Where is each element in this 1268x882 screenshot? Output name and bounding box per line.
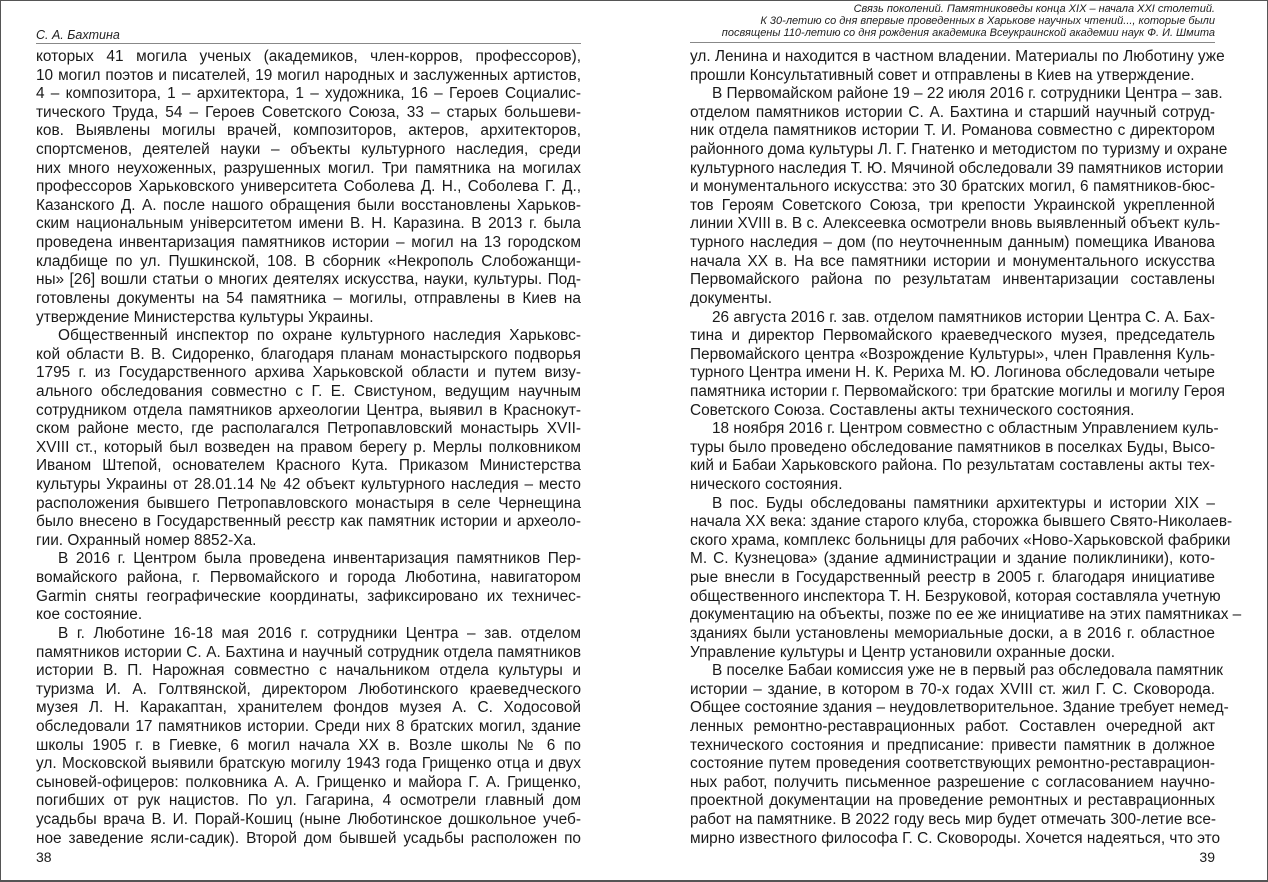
paragraph (690, 308, 1225, 421)
text-line: мирно известного философа Г. С. Сковороды. Хочется надеяться, что это (690, 829, 1221, 847)
paragraph (690, 494, 1242, 662)
text-line: Garmin сняты географические координаты, зафиксировано их техничес- (36, 587, 581, 605)
paragraph (36, 48, 581, 327)
text-line: отделом памятников истории С. А. Бахтина и старший научный сотруд- (690, 103, 1215, 121)
text-line: которых 41 могила ученых (академиков, член-корров, профессоров), (36, 48, 581, 65)
text-line: Советского Союза. Составлены акты технического состояния. (690, 401, 1135, 419)
running-head-line: К 30-летию со дня впервые проведенных в Харькове научных чтений..., которые были (760, 15, 1215, 27)
text-line: памятника истории г. Первомайского: три братские могилы и могилу Героя (690, 382, 1225, 400)
text-line: ное заведение ясли-садик). Второй дом бывшей усадьбы расположен по (36, 829, 581, 847)
text-line: истории – здание, в котором в 70-х годах XVIII ст. жил Г. С. Сковорода. (690, 680, 1215, 698)
text-line: работ на памятнике. В 2022 году весь мир будет отмечать 300-летие все- (690, 810, 1217, 828)
text-line: гии. Охранный номер 8852-Ха. (36, 531, 257, 549)
text-line: проектной документации на проведение ремонтных и реставрационных (690, 792, 1215, 810)
running-head-line: Связь поколений. Памятниковеды конца XIX – начала XXI столетий. (853, 3, 1215, 15)
paragraph (36, 327, 581, 550)
text-line: ленных ремонтно-реставрационных работ. Составлен очередной акт (690, 717, 1215, 735)
text-line: кладбище по ул. Пушкинской, 108. В сборник «Некрополь Слобожанщи- (36, 252, 581, 270)
text-line: 18 ноября 2016 г. Центром совместно с областным Управлением куль- (712, 420, 1219, 438)
text-line: Общественный инспектор по охране культурного наследия Харьковс- (58, 327, 581, 345)
text-line: Первомайского района по результатам инвентаризации составлены (690, 271, 1215, 289)
text-line: них много неухоженных, разрушенных могил. Три памятника на могилах (36, 159, 581, 177)
text-line: тов Героям Советского Союза, три крепости Украинской укрепленной (690, 196, 1215, 214)
text-line: ального обследования совместно с Г. Е. Свистуном, ведущим научным (36, 382, 581, 400)
text-line: ник отдела памятников истории Т. И. Романова совместно с директором (690, 122, 1215, 140)
header-rule (36, 43, 581, 44)
text-line: профессоров Харьковского университета Соболева Д. Н., Соболева Г. Д., (36, 178, 581, 196)
text-line: истории В. П. Нарожная совместно с начальником отдела культуры и (36, 662, 581, 680)
text-line: кое состояние. (36, 606, 143, 624)
text-line: сотрудником отдела памятников археологии Центра, выявил в Краснокут- (36, 401, 581, 419)
body-text (36, 48, 581, 848)
text-line: спортсменов, деятелей науки – объекты культурного наследия, среди (36, 141, 581, 159)
text-line: погибших от рук нацистов. По ул. Гагарина, 4 осмотрели главный дом (36, 792, 581, 810)
text-line: 10 могил поэтов и писателей, 19 могил народных и заслуженных артистов, (36, 66, 581, 84)
text-line: турного Центра имени Н. К. Рериха М. Ю. Логинова обследовали четыре (690, 364, 1215, 382)
text-line: туризма И. А. Голтвянской, директором Люботинского краеведческого (36, 680, 581, 698)
paragraph (36, 550, 581, 624)
text-line: технического состояния и предписание: привести памятник в должное (690, 736, 1215, 754)
text-line: 4 – композитора, 1 – архитектора, 1 – художника, 16 – Героев Социалис- (36, 85, 581, 103)
text-line: состояние путем проведения соответствующих ремонтно-реставрацион- (690, 755, 1215, 773)
text-line: Казанского Д. А. после нашого обращения были восстановлены Харьков- (36, 196, 581, 214)
paragraph (690, 420, 1219, 494)
text-line: 26 августа 2016 г. зав. отделом памятников истории Центра С. А. Бах- (712, 308, 1215, 326)
text-line: готовлены документы на 54 памятника – могилы, отправлены в Киев на (36, 289, 581, 307)
text-line: обследовали 17 памятников истории. Среди них 8 братских могил, здание (36, 717, 581, 735)
text-line: документацию на объекты, позже по ее же инициативе на этих памятниках – (690, 606, 1242, 624)
paragraph (690, 85, 1228, 308)
page-number: 39 (1199, 849, 1215, 865)
text-line: 1795 г. из Государственного архива Харьковской области и путем визу- (36, 364, 581, 382)
text-line: кой области В. В. Сидоренко, благодаря планам монастырского подворья (36, 345, 581, 363)
text-line: В г. Люботине 16-18 мая 2016 г. сотрудники Центра – зав. отделом (58, 624, 581, 642)
text-line: общественного инспектора Т. Н. Безруковой, которая составляла учетную (690, 587, 1221, 605)
text-line: В пос. Буды обследованы памятники архитектуры и истории XIX – (712, 494, 1215, 512)
text-line: было внесено в Государственный реєстр как памятник истории и археоло- (36, 513, 581, 531)
text-line: ским национальным університетом имени В. Н. Каразина. В 2013 г. была (36, 215, 581, 233)
text-line: расположения бывшего Петропавловского монастыря в селе Чернещина (36, 494, 581, 512)
text-line: вомайского района, г. Первомайского и города Люботина, навигатором (36, 569, 581, 587)
text-line: Иваном Штепой, основателем Красного Кута. Приказом Министерства (36, 457, 581, 475)
text-line: утверждение Министерства культуры Украины. (36, 308, 374, 326)
header-rule (690, 42, 1215, 43)
text-line: В 2016 г. Центром была проведена инвентаризация памятников Пер- (58, 550, 581, 568)
text-line: рые внесли в Государственный реестр в 2005 г. благодаря инициативе (690, 569, 1215, 587)
text-line: нического состояния. (690, 476, 843, 494)
text-line: районного дома культуры Л. Г. Гнатенко и методистом по туризму и охране (690, 141, 1228, 159)
text-line: Первомайского центра «Возрождение Культуры», член Правлення Куль- (690, 345, 1215, 363)
running-head-title (690, 3, 1215, 39)
text-line: Общее состояние здания – неудовлетворительное. Здание требует немед- (690, 699, 1229, 717)
text-line: В поселке Бабаи комиссия уже не в первый раз обследовала памятник (712, 662, 1224, 680)
text-line: тина и директор Первомайского краеведческого музея, председатель (690, 327, 1215, 345)
text-line: начала XX века: здание старого клуба, сторожка бывшего Свято-Николаев- (690, 513, 1233, 531)
body-text (690, 48, 1242, 848)
text-line: проведена инвентаризация памятников истории – могил на 13 городском (36, 234, 581, 252)
paragraph (690, 48, 1225, 85)
text-line: ского храма, комплекс больницы для рабочих «Ново-Харьковской фабрики (690, 531, 1231, 549)
text-line: начала XX в. На все памятники истории и монументального искусства (690, 252, 1215, 270)
text-line: турного наследия – дом (по неуточненным данным) помещика Иванова (690, 234, 1215, 252)
paragraph (690, 662, 1229, 848)
text-line: прошли Консультативный совет и отправлены в Киев на утверждение. (690, 66, 1195, 84)
text-line: усадьбы врача В. И. Порай-Кошиц (ныне Люботинское дошкольное учеб- (36, 810, 581, 828)
text-line: ных работ, получить письменное разрешение с согласованием научно- (690, 773, 1215, 791)
text-line: В Первомайском районе 19 – 22 июля 2016 г. сотрудники Центра – зав. (712, 85, 1223, 103)
text-line: туры было проведено обследование памятников в поселках Буды, Высо- (690, 438, 1216, 456)
page-number: 38 (36, 849, 52, 865)
text-line: культуры Украины от 28.01.14 № 42 объект культурного наследия – место (36, 476, 581, 494)
text-line: сыновей-офицеров: полковника А. А. Грищенко и майора Г. А. Грищенко, (36, 773, 581, 791)
text-line: культурного наследия Т. Ю. Мячиной обследовали 39 памятников истории (690, 159, 1224, 177)
text-line: зданиях были установлены мемориальные доски, а в 2016 г. областное (690, 624, 1215, 642)
text-line: М. С. Кузнецова» (здание администрации и здание поликлиники), кото- (690, 550, 1215, 568)
text-line: XVIII ст., который был возведен на правом берегу р. Мерлы полковником (36, 438, 581, 456)
running-head-line: посвящены 110-летию со дня рождения академика Всеукраинской академии наук Ф. И. Шмита (721, 27, 1215, 39)
text-line: кий и Бабаи Харьковского района. По результатам составлены акты тех- (690, 457, 1215, 475)
text-line: ул. Ленина и находится в частном владении. Материалы по Люботину уже (690, 48, 1225, 65)
text-line: Управление культуры и Центр установили охранные доски. (690, 643, 1116, 661)
text-line: памятников истории С. А. Бахтина и научный сотрудник отдела памятников (36, 643, 581, 661)
text-line: ков. Выявлены могилы врачей, композиторов, актеров, архитекторов, (36, 122, 581, 140)
text-line: линии XVIII в. В с. Алексеевка осмотрели вновь выявленный объект куль- (690, 215, 1221, 233)
text-line: тического Труда, 54 – Героев Советского Союза, 33 – старых большеви- (36, 103, 581, 121)
text-line: ском районе место, где располагался Петропавловский монастырь XVII- (36, 420, 581, 438)
text-line: и монументального искусства: это 30 братских могил, 6 памятников-бюс- (690, 178, 1215, 196)
text-line: ул. Московской выявили братскую могилу 1943 года Грищенко отца и двух (36, 755, 581, 773)
text-line: школы 1905 г. в Гиевке, 6 могил начала XX в. Возле школы № 6 по (36, 736, 581, 754)
text-line: ны» [26] вошли статьи о многих деятелях искусства, науки, культуры. Под- (36, 271, 581, 289)
text-line: музея Л. Н. Каракаптан, хранителем фондов музея А. С. Ходосовой (36, 699, 581, 717)
running-head-author: С. А. Бахтина (36, 28, 120, 42)
text-line: документы. (690, 289, 772, 307)
paragraph (36, 625, 581, 848)
